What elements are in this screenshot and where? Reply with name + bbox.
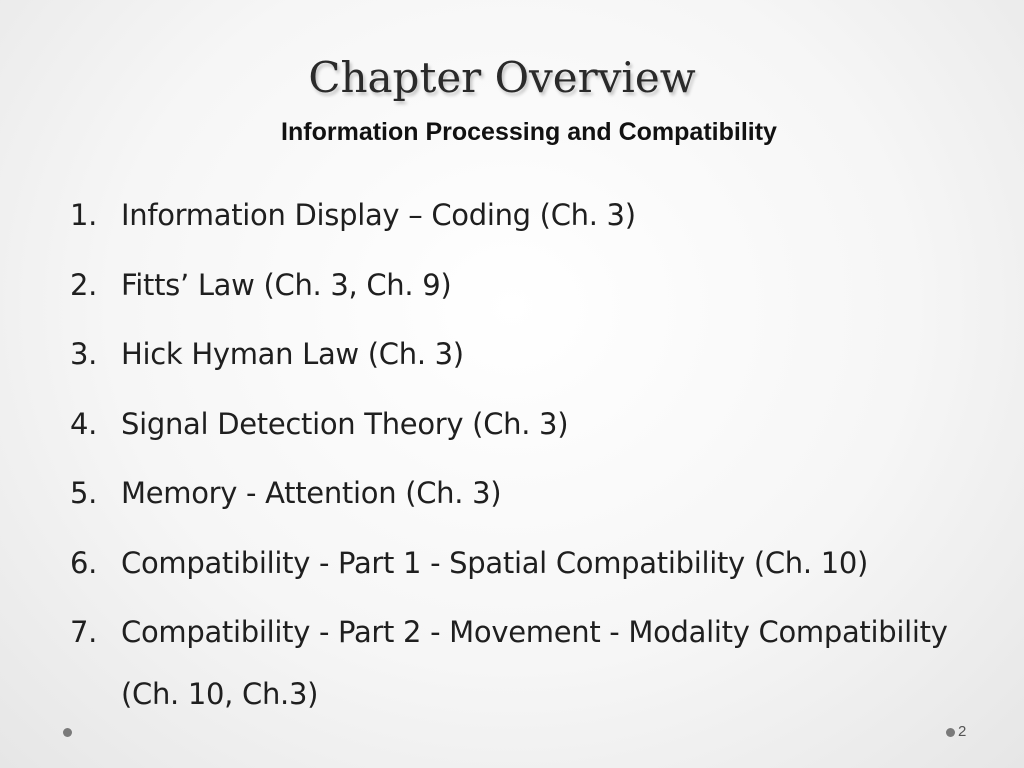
list-item [70, 393, 990, 455]
list-item [70, 532, 990, 594]
list-item-number: 1. [70, 198, 98, 232]
list-item-text: Memory - Attention (Ch. 3) [121, 476, 502, 510]
list-item-text: Hick Hyman Law (Ch. 3) [121, 337, 464, 371]
chapter-list [70, 184, 990, 733]
list-item-number: 5. [70, 476, 98, 510]
list-item-text: Compatibility - Part 1 - Spatial Compatibility (Ch. 10) [121, 545, 869, 580]
list-item-number: 2. [70, 267, 98, 302]
list-item-number: 4. [70, 406, 98, 441]
list-item-text: Signal Detection Theory (Ch. 3) [121, 406, 569, 441]
bullet-dot-icon [946, 728, 955, 737]
list-item [70, 323, 990, 385]
slide-page-number: 2 [958, 723, 967, 740]
list-item-text: Information Display – Coding (Ch. 3) [121, 198, 636, 232]
list-item-number: 6. [70, 545, 98, 580]
list-item-text: Fitts’ Law (Ch. 3, Ch. 9) [121, 267, 452, 302]
list-item [70, 184, 990, 246]
list-item [70, 462, 990, 524]
list-item [70, 601, 990, 725]
list-item [70, 254, 990, 316]
list-item-text: Compatibility - Part 2 - Movement - Modality Compatibility (Ch. 10, Ch.3) [121, 615, 948, 711]
bullet-dot-icon [63, 728, 72, 737]
list-item-number: 3. [70, 337, 98, 371]
slide-subtitle: Information Processing and Compatibility [281, 118, 777, 146]
slide-title: Chapter Overview [308, 53, 696, 102]
list-item-number: 7. [70, 615, 98, 649]
